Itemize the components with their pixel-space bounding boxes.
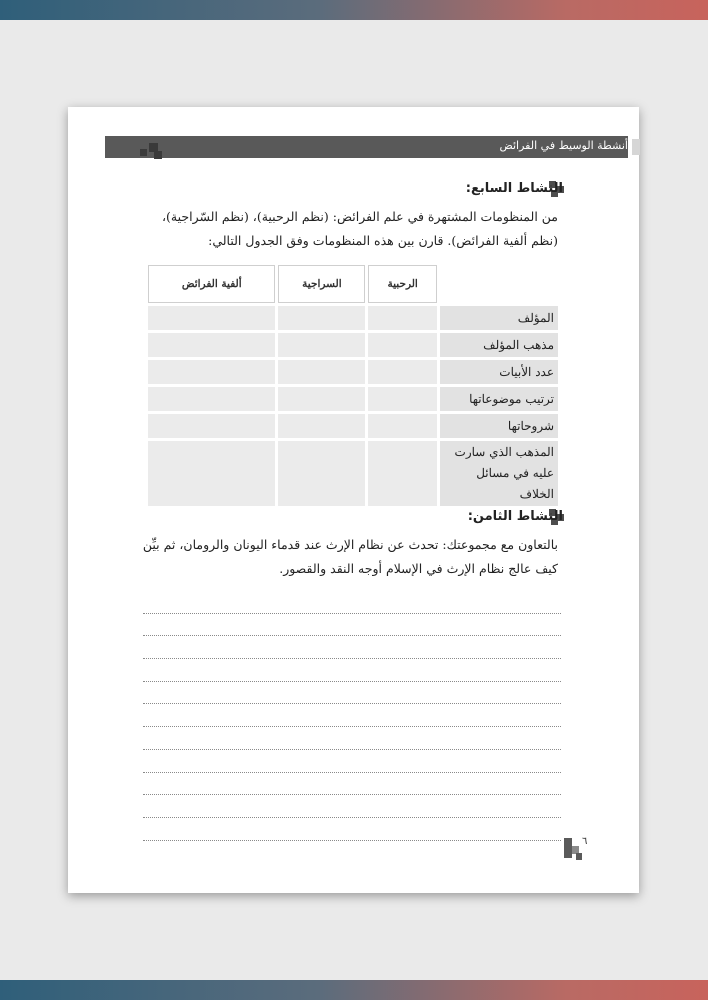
row-label: المؤلف bbox=[440, 306, 558, 330]
activity7-text: من المنظومات المشتهرة في علم الفرائض: (نظم الرحبية)، (نظم السّراجية)، (نظم ألفية الفرائض). قارن بين هذه المنظومات وفق الجدول التالي: bbox=[162, 209, 558, 248]
bottom-banner bbox=[0, 980, 708, 1000]
answer-cell[interactable] bbox=[368, 306, 437, 330]
table-row bbox=[148, 387, 558, 411]
table-row bbox=[148, 441, 558, 506]
row-label: مذهب المؤلف bbox=[440, 333, 558, 357]
answer-cell[interactable] bbox=[368, 387, 437, 411]
header-squares-icon bbox=[140, 141, 180, 159]
answer-cell[interactable] bbox=[148, 441, 275, 506]
answer-lines[interactable] bbox=[143, 591, 561, 841]
answer-cell[interactable] bbox=[278, 441, 365, 506]
answer-cell[interactable] bbox=[148, 414, 275, 438]
row-label: عدد الأبيات bbox=[440, 360, 558, 384]
table-header-cell: السراجية bbox=[278, 265, 365, 303]
table-corner bbox=[440, 265, 558, 303]
row-label: ترتيب موضوعاتها bbox=[440, 387, 558, 411]
answer-cell[interactable] bbox=[368, 441, 437, 506]
answer-cell[interactable] bbox=[278, 306, 365, 330]
table-header-cell: الرحبية bbox=[368, 265, 437, 303]
table-row bbox=[148, 414, 558, 438]
row-label: شروحاتها bbox=[440, 414, 558, 438]
activity8-title: النشاط الثامن: bbox=[467, 509, 563, 524]
answer-cell[interactable] bbox=[148, 360, 275, 384]
comparison-table bbox=[145, 262, 561, 509]
activity7-title: النشاط السابع: bbox=[465, 181, 563, 196]
answer-cell[interactable] bbox=[148, 333, 275, 357]
top-banner bbox=[0, 0, 708, 20]
answer-cell[interactable] bbox=[278, 360, 365, 384]
answer-cell[interactable] bbox=[368, 414, 437, 438]
activity8-text: بالتعاون مع مجموعتك: تحدث عن نظام الإرث عند قدماء اليونان والرومان، ثم بيِّن كيف عالج نظام الإرث في الإسلام أوجه النقد والقصور. bbox=[142, 537, 558, 576]
row-label: المذهب الذي سارت عليه في مسائل الخلاف bbox=[440, 441, 558, 506]
answer-cell[interactable] bbox=[148, 387, 275, 411]
table-header-row bbox=[148, 265, 558, 303]
table-row bbox=[148, 306, 558, 330]
answer-cell[interactable] bbox=[148, 306, 275, 330]
header-title: أنشطة الوسيط في الفرائض bbox=[499, 139, 628, 152]
answer-cell[interactable] bbox=[368, 333, 437, 357]
table-row bbox=[148, 360, 558, 384]
table-row bbox=[148, 333, 558, 357]
answer-cell[interactable] bbox=[278, 414, 365, 438]
answer-cell[interactable] bbox=[368, 360, 437, 384]
answer-cell[interactable] bbox=[278, 333, 365, 357]
page-number: ٦ bbox=[582, 836, 588, 847]
table-header-cell: ألفية الفرائض bbox=[148, 265, 275, 303]
page-number-block bbox=[562, 836, 592, 864]
answer-cell[interactable] bbox=[278, 387, 365, 411]
header-mark bbox=[632, 139, 640, 155]
